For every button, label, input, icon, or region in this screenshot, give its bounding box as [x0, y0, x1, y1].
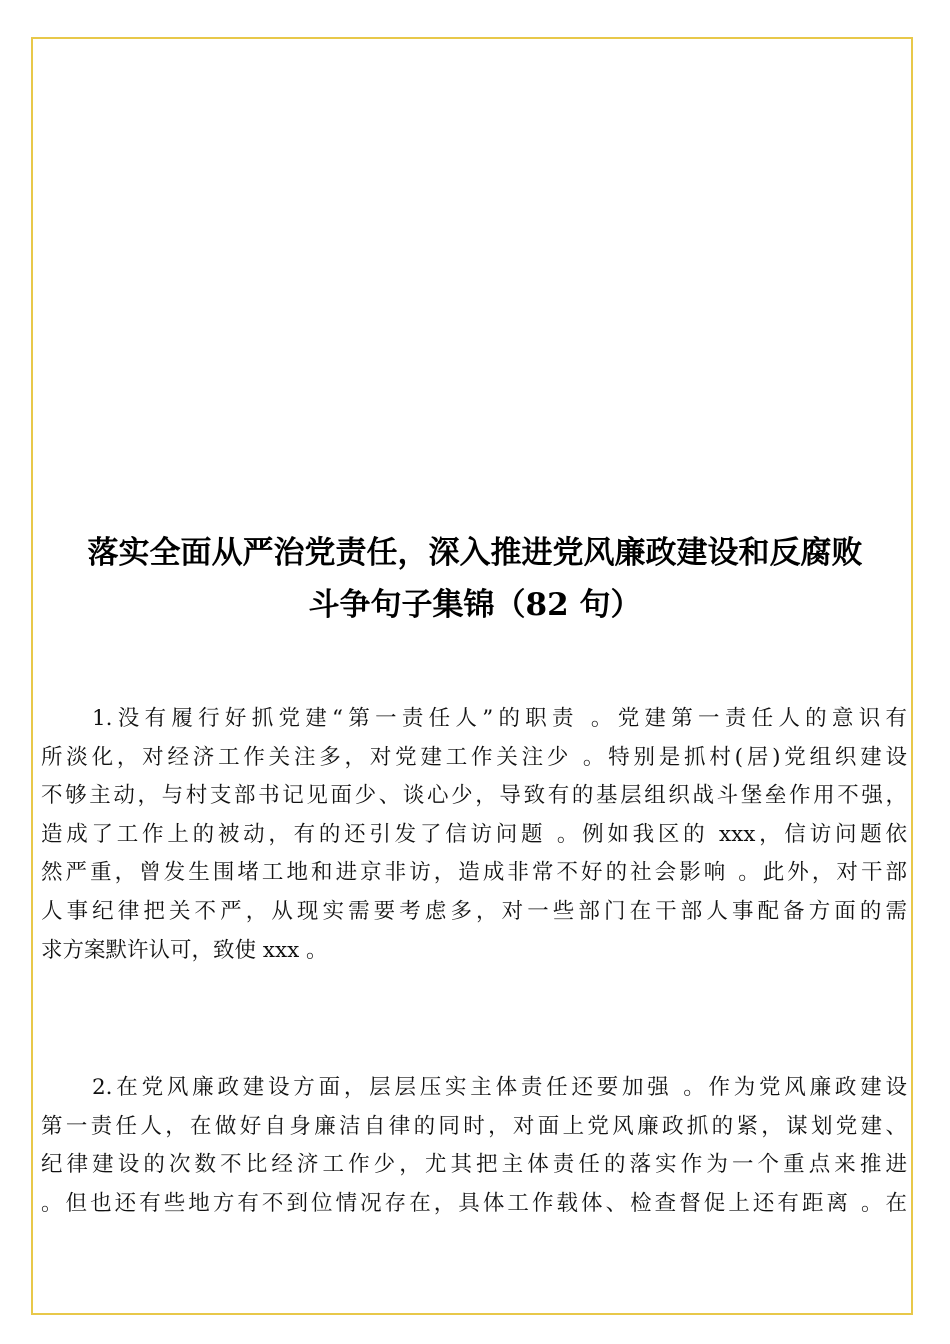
text-line: 2.在党风廉政建设方面，层层压实主体责任还要加强 。作为党风廉政建设 — [92, 1075, 907, 1100]
text-line: 纪律建设的次数不比经济工作少，尤其把主体责任的落实作为一个重点来推进 — [41, 1152, 907, 1178]
text-line: 。但也还有些地方有不到位情况存在，具体工作载体、检查督促上还有距离 。在 — [41, 1190, 907, 1216]
text-line: 不够主动，与村支部书记见面少、谈心少，导致有的基层组织战斗堡垒作用不强， — [41, 783, 907, 809]
text-line: 所淡化，对经济工作关注多，对党建工作关注少 。特别是抓村(居)党组织建设 — [41, 744, 907, 770]
title-line: 落实全面从严治党责任，深入推进党风廉政建设和反腐败 — [87, 535, 863, 571]
text-line: 然严重，曾发生围堵工地和进京非访，造成非常不好的社会影响 。此外，对干部 — [41, 860, 907, 886]
text-line: 求方案默许认可，致使 xxx 。 — [41, 937, 328, 963]
paragraph-2 — [41, 1069, 907, 1223]
text-line: 人事纪律把关不严，从现实需要考虑多，对一些部门在干部人事配备方面的需 — [41, 898, 907, 924]
text-line: 第一责任人，在做好自身廉洁自律的同时，对面上党风廉政抓的紧，谋划党建、 — [41, 1113, 907, 1139]
text-line: 造成了工作上的被动，有的还引发了信访问题 。例如我区的 xxx，信访问题依 — [41, 821, 907, 847]
text-line: 1.没有履行好抓党建“第一责任人”的职责 。党建第一责任人的意识有 — [92, 706, 907, 731]
title-line: 斗争句子集锦（82 句） — [308, 587, 642, 623]
paragraph-1 — [41, 700, 907, 970]
document-title — [0, 527, 950, 631]
